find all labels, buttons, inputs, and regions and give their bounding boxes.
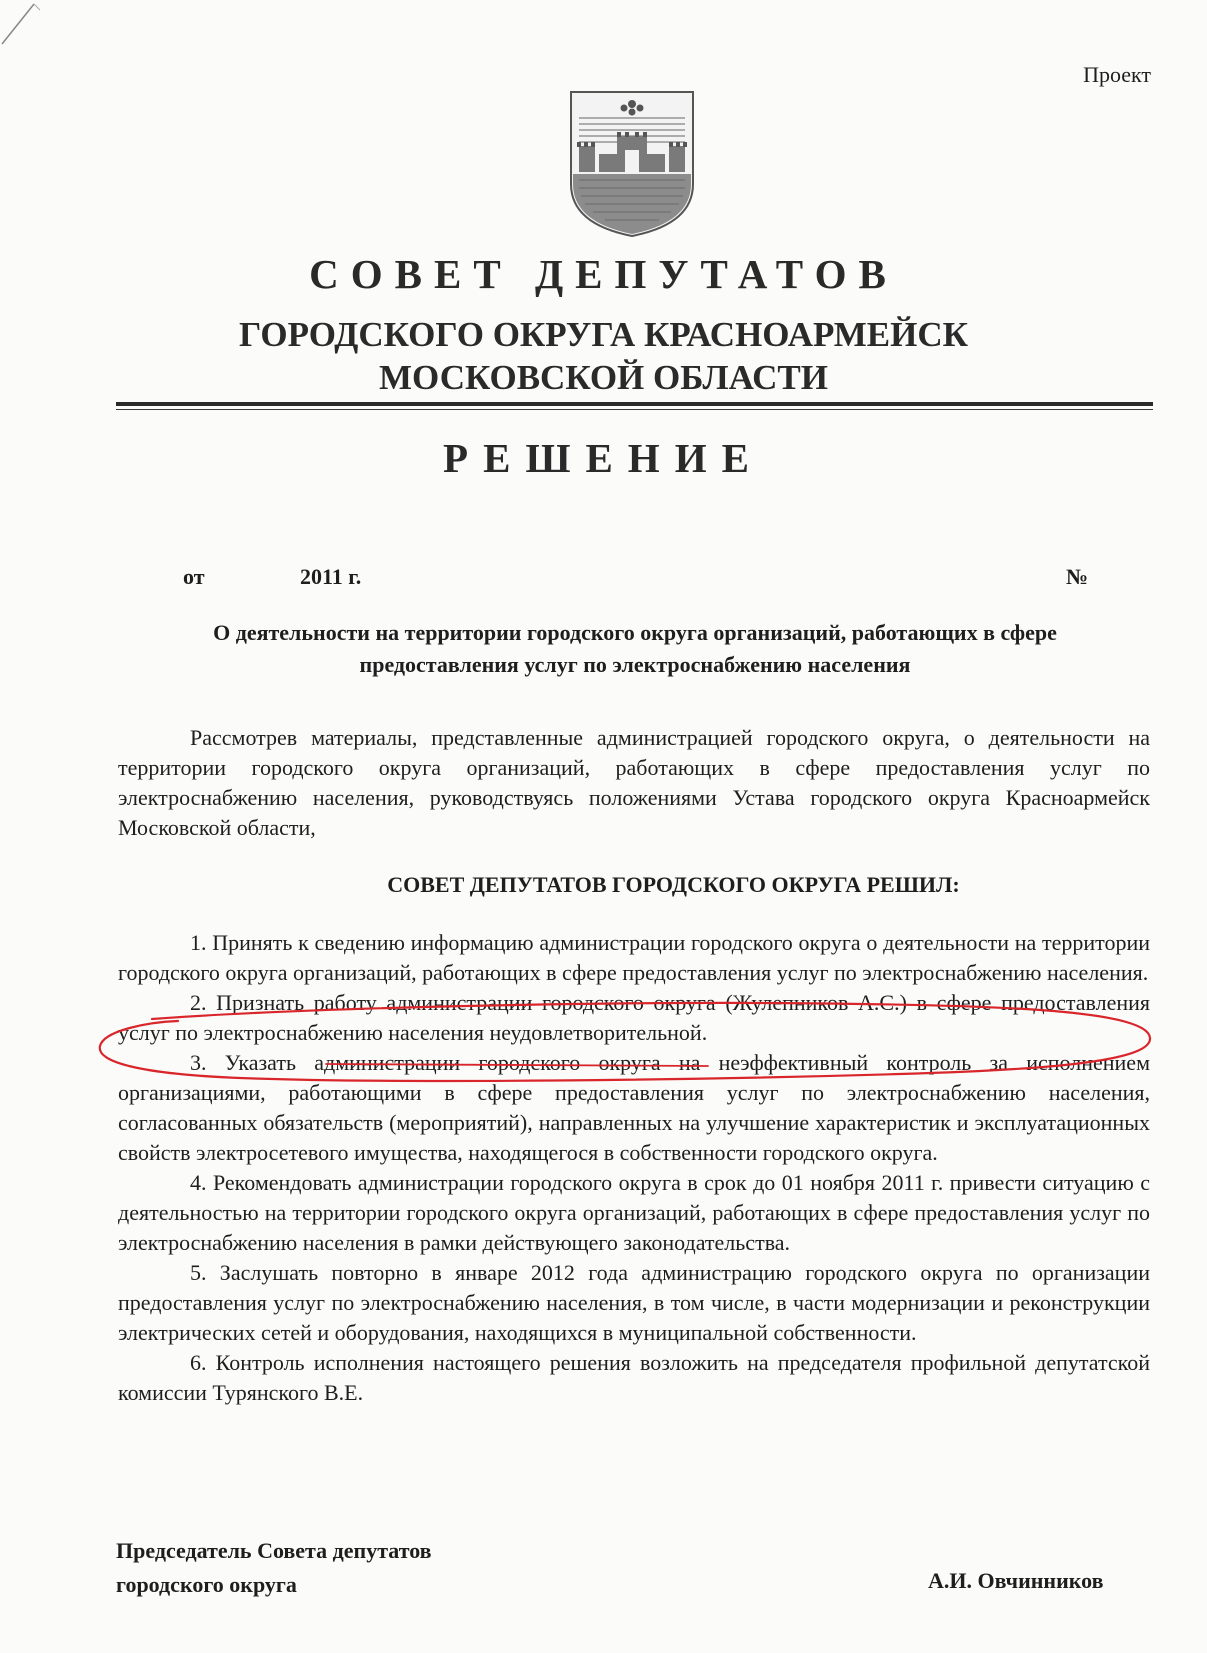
resolved-heading: СОВЕТ ДЕПУТАТОВ ГОРОДСКОГО ОКРУГА РЕШИЛ: xyxy=(387,872,960,897)
decision-items-list xyxy=(118,928,1150,1408)
signatory-position xyxy=(116,1534,432,1602)
decision-item-1: 1. Принять к сведению информацию администрации городского округа о деятельности на территории городского округа организаций, работающих в сфере предоставления услуг по электроснабжению населения. xyxy=(118,930,1150,985)
date-year: 2011 г. xyxy=(300,564,362,589)
project-label: Проект xyxy=(1083,62,1151,87)
coat-of-arms-emblem xyxy=(565,88,699,238)
council-title: СОВЕТ ДЕПУТАТОВ xyxy=(309,251,898,297)
preamble-paragraph: Рассмотрев материалы, представленные администрацией городского округа, о деятельности на территории городского округа организаций, работающих в сфере предоставления услуг по электроснабжению населения, руководствуясь положениями Устава городского округа Красноармейск Московской области, xyxy=(118,725,1150,840)
decision-item-3: 3. Указать администрации городского округа на неэффективный контроль за исполнением организациями, работающими в сфере предоставления услуг по электроснабжению населения, согласованных обязательств (мероприятий), направленных на улучшение характеристик и эксплуатационных свойств электросетевого имущества, находящегося в собственности городского округа. xyxy=(118,1050,1150,1165)
document-number-label: № xyxy=(1066,564,1089,589)
signatory-name: А.И. Овчинников xyxy=(928,1568,1104,1593)
decision-item-5: 5. Заслушать повторно в январе 2012 года администрацию городского округа по организации предоставления услуг по электроснабжению населения, в том числе, в части модернизации и реконструкции электрических сетей и оборудования, находящихся в муниципальной собственности. xyxy=(118,1260,1150,1345)
district-name-line-2: МОСКОВСКОЙ ОБЛАСТИ xyxy=(379,358,828,397)
header-divider-thick xyxy=(116,402,1153,406)
signatory-position-line-2: городского округа xyxy=(116,1572,297,1597)
decision-item-4: 4. Рекомендовать администрации городского округа в срок до 01 ноября 2011 г. привести ситуацию с деятельностью на территории городского округа организаций, работающих в сфере предоставления услуг по электроснабжению населения в рамки действующего законодательства. xyxy=(118,1170,1150,1255)
decision-item-2: 2. Признать работу администрации городского округа (Жулепников А.С.) в сфере предоставления услуг по электроснабжению населения неудовлетворительной. xyxy=(118,990,1150,1045)
decision-item-6: 6. Контроль исполнения настоящего решения возложить на председателя профильной депутатской комиссии Турянского В.Е. xyxy=(118,1350,1150,1405)
district-name-line-1: ГОРОДСКОГО ОКРУГА КРАСНОАРМЕЙСК xyxy=(238,315,969,354)
document-type-title: РЕШЕНИЕ xyxy=(443,435,764,481)
decision-subject: О деятельности на территории городского округа организаций, работающих в сфере предоставления услуг по электроснабжению населения xyxy=(213,620,1057,677)
header-divider-thin xyxy=(116,409,1153,410)
date-from-label: от xyxy=(183,564,205,589)
corner-fold-mark xyxy=(0,0,60,60)
signatory-position-line-1: Председатель Совета депутатов xyxy=(116,1538,432,1563)
